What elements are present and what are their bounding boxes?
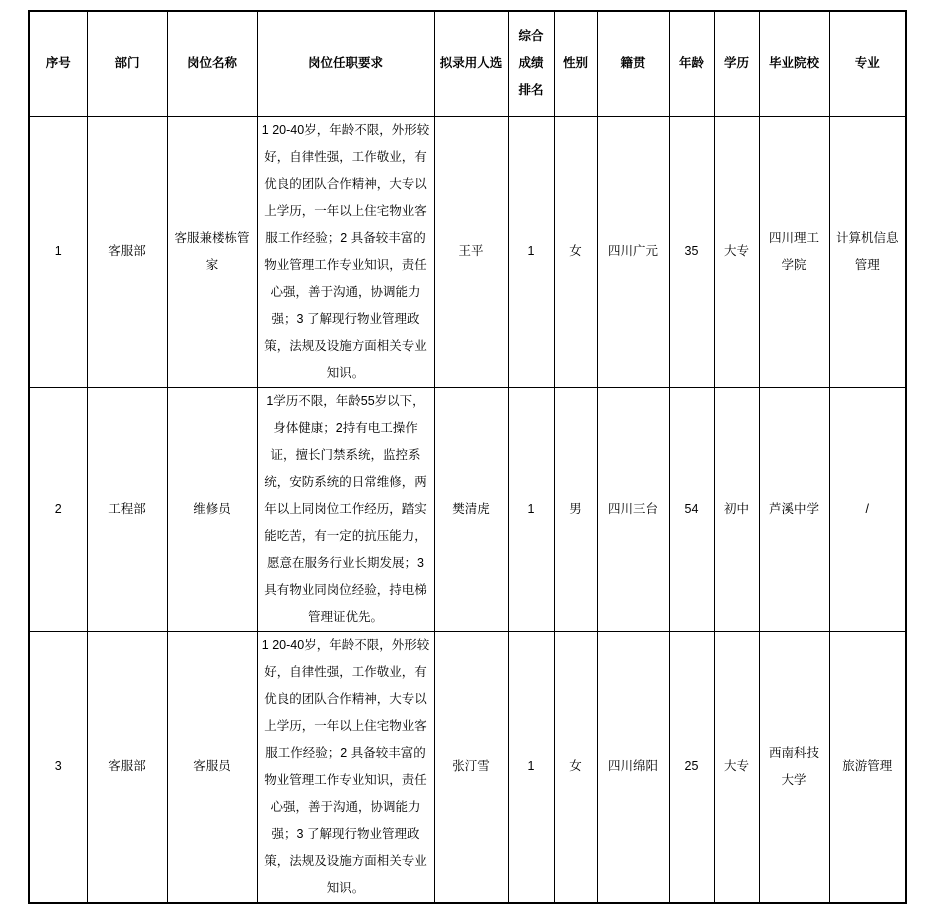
col-header-rank [508, 11, 554, 116]
cell-hometown: 四川绵阳 [597, 631, 669, 903]
cell-gender: 男 [554, 387, 597, 631]
cell-dept: 客服部 [87, 631, 167, 903]
cell-dept: 客服部 [87, 116, 167, 387]
cell-requirements: 1 20-40岁，年龄不限，外形较好，自律性强，工作敬业，有优良的团队合作精神，大专以上学历，一年以上住宅物业客服工作经验；2 具备较丰富的物业管理工作专业知识，责任心强，善于沟通，协调能力强；3 了解现行物业管理政策，法规及设施方面相关专业知识。 [257, 631, 434, 903]
col-header-education: 学历 [714, 11, 759, 116]
cell-seq: 2 [29, 387, 87, 631]
cell-candidate: 王平 [434, 116, 508, 387]
cell-dept: 工程部 [87, 387, 167, 631]
cell-school: 四川理工学院 [759, 116, 829, 387]
cell-rank: 1 [508, 387, 554, 631]
cell-position: 维修员 [167, 387, 257, 631]
col-header-gender: 性别 [554, 11, 597, 116]
col-header-dept: 部门 [87, 11, 167, 116]
cell-education: 大专 [714, 631, 759, 903]
col-header-candidate: 拟录用人选 [434, 11, 508, 116]
cell-age: 35 [669, 116, 714, 387]
col-header-position: 岗位名称 [167, 11, 257, 116]
col-header-major: 专业 [829, 11, 906, 116]
cell-major: 计算机信息管理 [829, 116, 906, 387]
cell-gender: 女 [554, 116, 597, 387]
table-row [29, 631, 906, 903]
cell-seq: 1 [29, 116, 87, 387]
cell-candidate: 张汀雪 [434, 631, 508, 903]
cell-education: 大专 [714, 116, 759, 387]
cell-hometown: 四川三台 [597, 387, 669, 631]
cell-school: 西南科技大学 [759, 631, 829, 903]
cell-gender: 女 [554, 631, 597, 903]
cell-major: / [829, 387, 906, 631]
cell-position: 客服员 [167, 631, 257, 903]
cell-requirements: 1 20-40岁，年龄不限，外形较好，自律性强，工作敬业，有优良的团队合作精神，大专以上学历，一年以上住宅物业客服工作经验；2 具备较丰富的物业管理工作专业知识，责任心强，善于沟通，协调能力强；3 了解现行物业管理政策，法规及设施方面相关专业知识。 [257, 116, 434, 387]
cell-age: 54 [669, 387, 714, 631]
col-header-rank-label: 综合成绩排名 [518, 29, 544, 98]
col-header-school: 毕业院校 [759, 11, 829, 116]
cell-school: 芦溪中学 [759, 387, 829, 631]
header-row [29, 11, 906, 116]
cell-requirements: 1学历不限，年龄55岁以下，身体健康；2持有电工操作证，擅长门禁系统，监控系统，安防系统的日常维修，两年以上同岗位工作经历，踏实能吃苦，有一定的抗压能力，愿意在服务行业长期发展；3具有物业同岗位经验，持电梯管理证优先。 [257, 387, 434, 631]
recruitment-table [28, 10, 907, 904]
cell-education: 初中 [714, 387, 759, 631]
cell-candidate: 樊清虎 [434, 387, 508, 631]
col-header-age: 年龄 [669, 11, 714, 116]
col-header-hometown: 籍贯 [597, 11, 669, 116]
cell-rank: 1 [508, 631, 554, 903]
table-row [29, 387, 906, 631]
col-header-seq: 序号 [29, 11, 87, 116]
col-header-requirements: 岗位任职要求 [257, 11, 434, 116]
cell-major: 旅游管理 [829, 631, 906, 903]
cell-seq: 3 [29, 631, 87, 903]
table-row [29, 116, 906, 387]
cell-rank: 1 [508, 116, 554, 387]
cell-age: 25 [669, 631, 714, 903]
cell-hometown: 四川广元 [597, 116, 669, 387]
cell-position: 客服兼楼栋管家 [167, 116, 257, 387]
